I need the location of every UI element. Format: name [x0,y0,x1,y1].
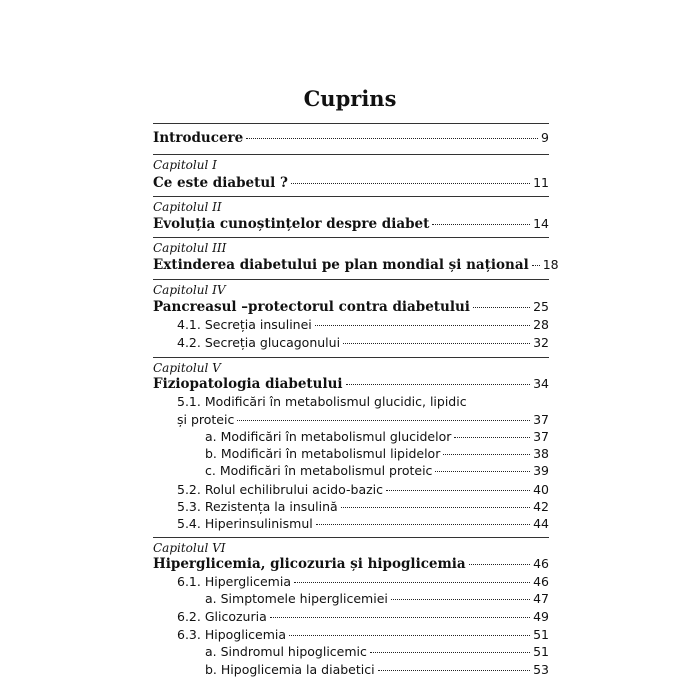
section-rule [153,154,549,155]
section-rule [153,357,549,358]
page-number: 28 [533,317,549,332]
dot-leader [246,138,538,139]
page-number: 42 [533,499,549,514]
page-number: 37 [533,429,549,444]
dot-leader [343,343,530,344]
dot-leader [346,384,531,385]
page-number: 51 [533,627,549,642]
entry-label: c. Modificări în metabolismul proteic [205,463,433,478]
chapter-label: Capitolul II [153,200,222,214]
entry-label: 6.2. Glicozuria [177,609,267,624]
chapter-label: Capitolul VI [153,541,226,555]
toc-entry-5-4[interactable] [177,515,549,533]
page-number: 14 [533,216,549,231]
toc-entry-chapter-5[interactable] [153,375,549,393]
dot-leader [289,635,530,636]
toc-entry-5-3[interactable] [177,498,549,516]
dot-leader [315,325,530,326]
chapter-label: Capitolul III [153,241,227,255]
toc-entry-6-2[interactable] [177,608,549,626]
entry-label: 5.4. Hiperinsulinismul [177,516,313,531]
dot-leader [270,617,530,618]
page-number: 9 [541,130,549,145]
page-number: 51 [533,644,549,659]
toc-entry-6-1-a[interactable] [205,590,549,608]
dot-leader [341,507,530,508]
dot-leader [237,420,530,421]
toc-entry-chapter-2[interactable] [153,215,549,233]
entry-label: Fiziopatologia diabetului [153,376,343,392]
dot-leader [316,524,530,525]
page-number: 37 [533,412,549,427]
entry-label: și proteic [177,412,235,427]
page-number: 49 [533,609,549,624]
toc-entry-chapter-3[interactable] [153,256,559,274]
toc-entry-5-2[interactable] [177,481,549,499]
entry-label: Ce este diabetul ? [153,175,288,191]
toc-entry-5-1-b[interactable] [205,445,549,463]
entry-label: 5.2. Rolul echilibrului acido-bazic [177,482,384,497]
entry-label: Hiperglicemia, glicozuria și hipoglicemia [153,556,466,572]
dot-leader [435,471,530,472]
section-rule [153,279,549,280]
dot-leader [378,670,531,671]
toc-entry-5-1-a[interactable] [205,428,549,446]
page-number: 34 [533,376,549,391]
entry-label: b. Modificări în metabolismul lipidelor [205,446,441,461]
page-number: 18 [542,257,559,272]
dot-leader [386,490,530,491]
dot-leader [432,224,530,225]
dot-leader [291,183,530,184]
toc-entry-5-1-line1[interactable]: 5.1. Modificări în metabolismul glucidic, lipidic [177,394,467,409]
entry-label: 4.1. Secreția insulinei [177,317,312,332]
page-number: 47 [533,591,549,606]
toc-entry-6-3-a[interactable] [205,643,549,661]
page-number: 40 [533,482,549,497]
dot-leader [473,307,530,308]
dot-leader [454,437,530,438]
toc-entry-chapter-6[interactable] [153,555,549,573]
toc-entry-6-3-b[interactable] [205,661,549,679]
entry-label: Introducere [153,130,244,146]
entry-label: Evoluția cunoștințelor despre diabet [153,216,430,232]
entry-label: a. Modificări în metabolismul glucidelor [205,429,452,444]
page-number: 39 [533,463,549,478]
top-rule [153,123,549,124]
entry-label: 6.3. Hipoglicemia [177,627,287,642]
page-number: 46 [533,556,549,571]
entry-label: Extinderea diabetului pe plan mondial și național [153,257,529,273]
page-number: 53 [533,662,549,677]
toc-entry-6-3[interactable] [177,626,549,644]
dot-leader [391,599,530,600]
entry-label: Pancreasul –protectorul contra diabetului [153,299,470,315]
section-rule [153,537,549,538]
page-number: 38 [533,446,549,461]
entry-label: a. Sindromul hipoglicemic [205,644,367,659]
dot-leader [469,564,530,565]
toc-entry-4-2[interactable] [177,334,549,352]
toc-entry-chapter-4[interactable] [153,298,549,316]
page-number: 32 [533,335,549,350]
dot-leader [294,582,530,583]
page-number: 46 [533,574,549,589]
chapter-label: Capitolul V [153,361,221,375]
page-number: 25 [533,299,549,314]
entry-label: a. Simptomele hiperglicemiei [205,591,388,606]
entry-label: b. Hipoglicemia la diabetici [205,662,375,677]
section-rule [153,237,549,238]
chapter-label: Capitolul I [153,158,217,172]
page-number: 44 [533,516,549,531]
chapter-label: Capitolul IV [153,283,226,297]
toc-entry-introducere[interactable] [153,129,549,147]
toc-entry-chapter-1[interactable] [153,174,549,192]
page-title: Cuprins [303,86,397,111]
page-number: 11 [533,175,549,190]
dot-leader [532,265,540,266]
toc-entry-4-1[interactable] [177,316,549,334]
toc-entry-5-1-c[interactable] [205,462,549,480]
entry-label: 6.1. Hiperglicemia [177,574,291,589]
section-rule [153,196,549,197]
toc-entry-5-1-line2[interactable] [177,411,549,429]
entry-label: 4.2. Secreția glucagonului [177,335,341,350]
dot-leader [443,454,530,455]
entry-label: 5.3. Rezistența la insulină [177,499,338,514]
dot-leader [370,652,530,653]
toc-entry-6-1[interactable] [177,573,549,591]
